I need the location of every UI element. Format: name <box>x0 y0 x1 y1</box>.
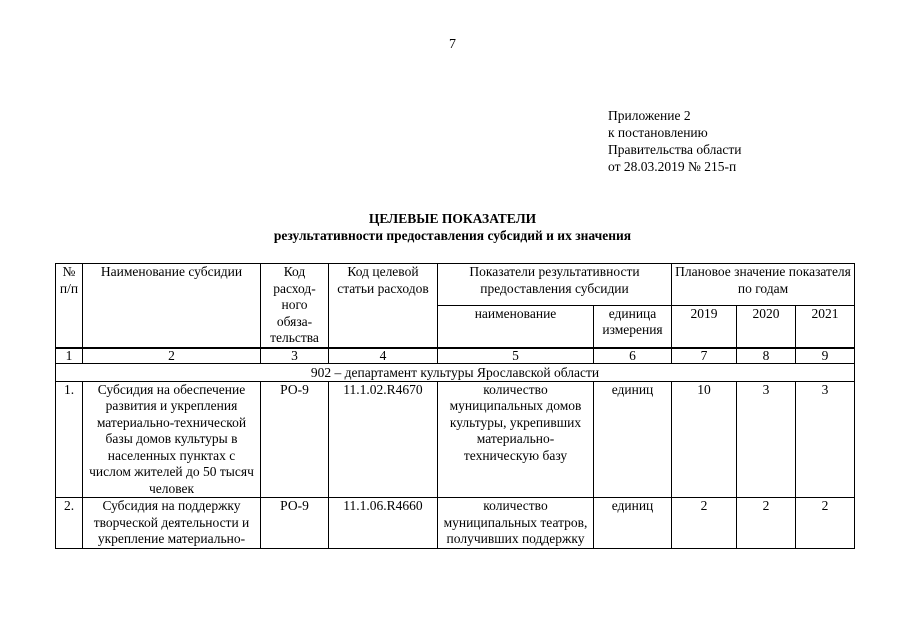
code-article: 11.1.06.R4660 <box>329 498 438 549</box>
indicator-unit: единиц <box>594 498 672 549</box>
column-numbers-row <box>56 348 855 364</box>
column-number: 1 <box>56 348 83 364</box>
appendix-line: к постановлению <box>608 125 708 140</box>
header-year-2019: 2019 <box>672 305 737 347</box>
appendix-note <box>608 107 741 175</box>
indicator-name: количество муниципальных театров, получивших поддержку <box>438 498 594 549</box>
subsidy-name: Субсидия на обеспечение развития и укрепления материально-технической базы домов культуры в населенных пунктах с числом жителей до 50 тысяч человек <box>83 381 261 498</box>
column-number: 9 <box>796 348 855 364</box>
appendix-line: от 28.03.2019 № 215-п <box>608 159 737 174</box>
appendix-line: Приложение 2 <box>608 108 691 123</box>
row-num: 1. <box>56 381 83 498</box>
indicators-table <box>55 263 855 549</box>
header-num: № п/п <box>56 264 83 348</box>
header-indicators: Показатели результативности предоставления субсидии <box>438 264 672 306</box>
column-number: 3 <box>261 348 329 364</box>
header-year-2020: 2020 <box>737 305 796 347</box>
header-name: Наименование субсидии <box>83 264 261 348</box>
document-title <box>0 210 905 244</box>
column-number: 6 <box>594 348 672 364</box>
appendix-line: Правительства области <box>608 142 742 157</box>
subsidy-name: Субсидия на поддержку творческой деятельности и укрепление материально- <box>83 498 261 549</box>
value-2019: 2 <box>672 498 737 549</box>
title-line-2: результативности предоставления субсидий и их значения <box>273 228 632 243</box>
column-number: 8 <box>737 348 796 364</box>
page-number: 7 <box>449 37 456 52</box>
table-row <box>56 498 855 549</box>
column-number: 5 <box>438 348 594 364</box>
department-row <box>56 363 855 381</box>
code-article: 11.1.02.R4670 <box>329 381 438 498</box>
code-obligation: РО-9 <box>261 381 329 498</box>
value-2020: 2 <box>737 498 796 549</box>
value-2020: 3 <box>737 381 796 498</box>
column-number: 4 <box>329 348 438 364</box>
header-year-2021: 2021 <box>796 305 855 347</box>
column-number: 7 <box>672 348 737 364</box>
header-code-article: Код целевой статьи расходов <box>329 264 438 348</box>
row-num: 2. <box>56 498 83 549</box>
indicator-unit: единиц <box>594 381 672 498</box>
value-2021: 2 <box>796 498 855 549</box>
header-code-obligation: Код расход-ного обяза-тельства <box>261 264 329 348</box>
header-row-1 <box>56 264 855 306</box>
indicator-name: количество муниципальных домов культуры, укрепивших материально-техническую базу <box>438 381 594 498</box>
table-row <box>56 381 855 498</box>
value-2019: 10 <box>672 381 737 498</box>
code-obligation: РО-9 <box>261 498 329 549</box>
department-name: 902 – департамент культуры Ярославской области <box>56 363 855 381</box>
title-line-1: ЦЕЛЕВЫЕ ПОКАЗАТЕЛИ <box>368 211 537 226</box>
value-2021: 3 <box>796 381 855 498</box>
column-number: 2 <box>83 348 261 364</box>
header-indicator-unit: единица измерения <box>594 305 672 347</box>
header-indicator-name: наименование <box>438 305 594 347</box>
header-planned: Плановое значение показателя по годам <box>672 264 855 306</box>
